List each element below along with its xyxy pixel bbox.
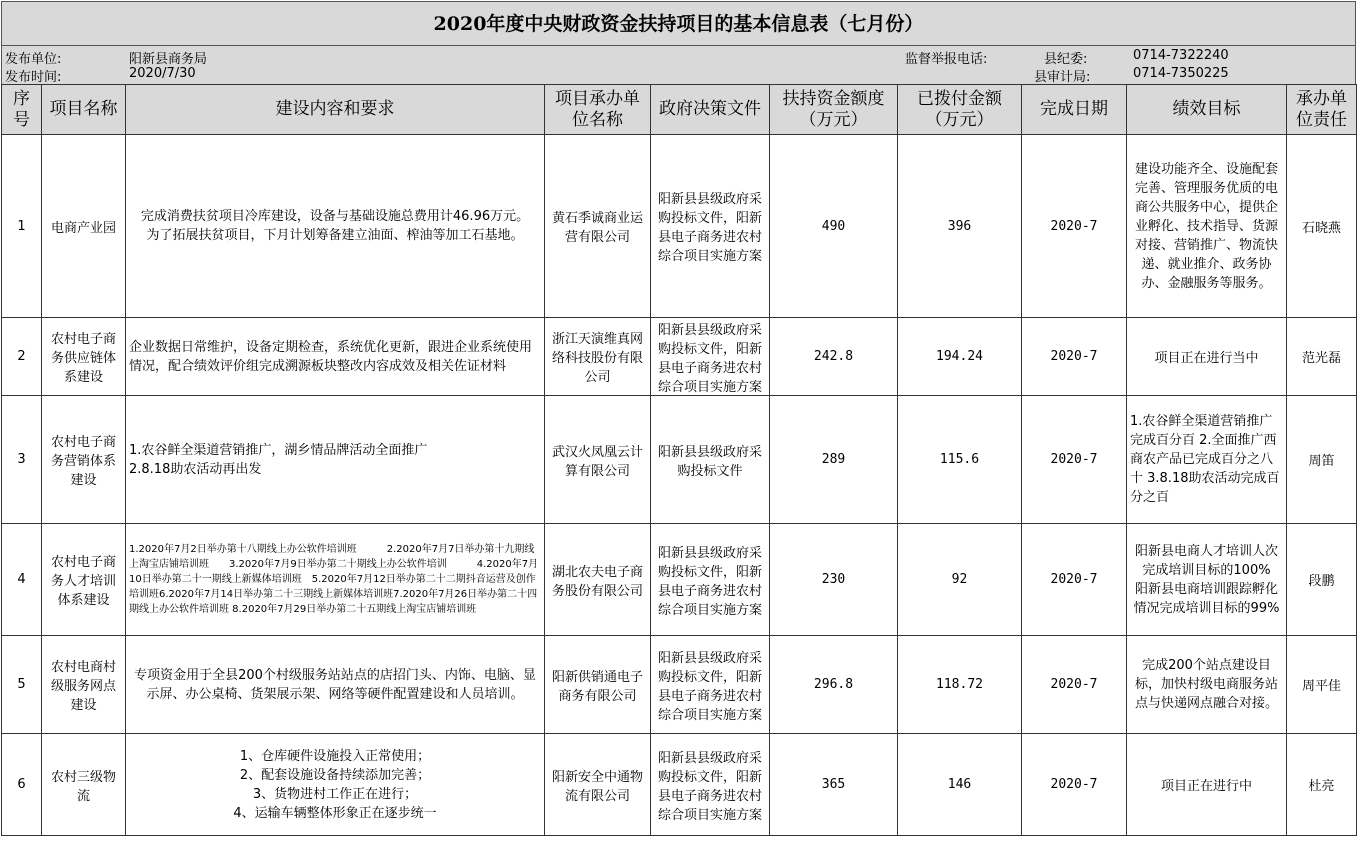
cell-date: 2020-7 xyxy=(1022,734,1127,836)
hotline-label: 监督举报电话: xyxy=(905,52,988,67)
publisher-label: 发布单位: xyxy=(5,52,62,67)
cell-goal: 完成200个站点建设目标，加快村级电商服务站点与快递网点融合对接。 xyxy=(1127,636,1287,734)
cell-paid: 194.24 xyxy=(898,318,1022,396)
cell-org: 浙江天演维真网络科技股份有限公司 xyxy=(545,318,651,396)
cell-person: 段鹏 xyxy=(1287,524,1357,636)
cell-fund: 490 xyxy=(770,135,898,318)
cell-fund: 242.8 xyxy=(770,318,898,396)
cell-org: 阳新安全中通物流有限公司 xyxy=(545,734,651,836)
cell-date: 2020-7 xyxy=(1022,318,1127,396)
cell-paid: 115.6 xyxy=(898,396,1022,524)
col-header-date: 完成日期 xyxy=(1022,85,1127,135)
table-row xyxy=(2,636,1357,734)
table-row xyxy=(2,734,1357,836)
cell-no: 2 xyxy=(2,318,42,396)
cell-fund: 230 xyxy=(770,524,898,636)
col-header-no: 序号 xyxy=(2,85,42,135)
col-header-fund: 扶持资金额度（万元） xyxy=(770,85,898,135)
cell-content: 1.2020年7月2日举办第十八期线上办公软件培训班 2.2020年7月7日举办第十九期线上淘宝店铺培训班 3.2020年7月9日举办第二十期线上办公软件培训 4.2020年7月10日举办第二十一期线上新媒体培训班 5.2020年7月12日举办第二十二期抖音运营及创作培训班6.2020年7月14日举办第二十三期线上新媒体培训班7.2020年7月26日举办第二十四期线上办公软件培训班 8.2020年7月29日举办第二十五期线上淘宝店铺培训班 xyxy=(126,524,545,636)
date-label: 发布时间: xyxy=(5,70,62,85)
cell-person: 杜亮 xyxy=(1287,734,1357,836)
cell-goal: 项目正在进行当中 xyxy=(1127,318,1287,396)
contact2-value: 0714-7350225 xyxy=(1133,66,1229,81)
header-row xyxy=(2,85,1357,135)
cell-paid: 92 xyxy=(898,524,1022,636)
table-row xyxy=(2,524,1357,636)
cell-goal: 项目正在进行中 xyxy=(1127,734,1287,836)
cell-person: 范光磊 xyxy=(1287,318,1357,396)
cell-doc: 阳新县县级政府采购投标文件，阳新县电子商务进农村综合项目实施方案 xyxy=(651,734,770,836)
cell-person: 石晓燕 xyxy=(1287,135,1357,318)
cell-doc: 阳新县县级政府采购投标文件 xyxy=(651,396,770,524)
col-header-paid: 已拨付金额（万元） xyxy=(898,85,1022,135)
cell-org: 湖北农夫电子商务股份有限公司 xyxy=(545,524,651,636)
cell-date: 2020-7 xyxy=(1022,636,1127,734)
cell-no: 1 xyxy=(2,135,42,318)
cell-name: 农村电子商务供应链体系建设 xyxy=(42,318,126,396)
cell-name: 电商产业园 xyxy=(42,135,126,318)
table-row xyxy=(2,135,1357,318)
cell-paid: 118.72 xyxy=(898,636,1022,734)
cell-no: 5 xyxy=(2,636,42,734)
cell-no: 4 xyxy=(2,524,42,636)
cell-fund: 365 xyxy=(770,734,898,836)
table-row xyxy=(2,396,1357,524)
cell-no: 3 xyxy=(2,396,42,524)
cell-content: 1、仓库硬件设施投入正常使用； 2、配套设施设备持续添加完善； 3、货物进村工作正在进行； 4、运输车辆整体形象正在逐步统一 xyxy=(126,734,545,836)
cell-fund: 289 xyxy=(770,396,898,524)
cell-person: 周平佳 xyxy=(1287,636,1357,734)
cell-name: 农村电子商务人才培训体系建设 xyxy=(42,524,126,636)
col-header-name: 项目名称 xyxy=(42,85,126,135)
spreadsheet xyxy=(1,1,1356,836)
contact1-value: 0714-7322240 xyxy=(1133,48,1229,63)
cell-org: 武汉火凤凰云计算有限公司 xyxy=(545,396,651,524)
col-header-org: 项目承办单位名称 xyxy=(545,85,651,135)
col-header-person: 承办单位责任 xyxy=(1287,85,1357,135)
project-table xyxy=(1,84,1357,836)
publisher-value: 阳新县商务局 xyxy=(129,52,208,67)
cell-content: 完成消费扶贫项目冷库建设，设备与基础设施总费用计46.96万元。 为了拓展扶贫项目，下月计划筹备建立油面、榨油等加工石基地。 xyxy=(126,135,545,318)
cell-fund: 296.8 xyxy=(770,636,898,734)
contact1-label: 县纪委: xyxy=(1044,52,1088,67)
cell-name: 农村电子商务营销体系建设 xyxy=(42,396,126,524)
cell-date: 2020-7 xyxy=(1022,135,1127,318)
cell-doc: 阳新县县级政府采购投标文件，阳新县电子商务进农村综合项目实施方案 xyxy=(651,524,770,636)
col-header-content: 建设内容和要求 xyxy=(126,85,545,135)
cell-paid: 146 xyxy=(898,734,1022,836)
cell-date: 2020-7 xyxy=(1022,524,1127,636)
cell-name: 农村三级物流 xyxy=(42,734,126,836)
cell-content: 1.农谷鲜全渠道营销推广，湖乡情品牌活动全面推广 2.8.18助农活动再出发 xyxy=(126,396,545,524)
cell-doc: 阳新县县级政府采购投标文件，阳新县电子商务进农村综合项目实施方案 xyxy=(651,318,770,396)
cell-org: 黄石季诚商业运营有限公司 xyxy=(545,135,651,318)
cell-goal: 建设功能齐全、设施配套完善、管理服务优质的电商公共服务中心，提供企业孵化、技术指导、货源对接、营销推广、物流快递、就业推介、政务协办、金融服务等服务。 xyxy=(1127,135,1287,318)
contact2-label: 县审计局: xyxy=(1034,70,1091,85)
cell-content: 企业数据日常维护，设备定期检查，系统优化更新，跟进企业系统使用情况，配合绩效评价组完成溯源板块整改内容成效及相关佐证材料 xyxy=(126,318,545,396)
cell-no: 6 xyxy=(2,734,42,836)
cell-person: 周笛 xyxy=(1287,396,1357,524)
date-value: 2020/7/30 xyxy=(129,66,196,81)
table-row xyxy=(2,318,1357,396)
cell-goal: 阳新县电商人才培训人次完成培训目标的100% 阳新县电商培训跟踪孵化情况完成培训目标的99% xyxy=(1127,524,1287,636)
cell-org: 阳新供销通电子商务有限公司 xyxy=(545,636,651,734)
cell-goal: 1.农谷鲜全渠道营销推广 完成百分百 2.全面推广西商农产品已完成百分之八十 3.8.18助农活动完成百分之百 xyxy=(1127,396,1287,524)
cell-paid: 396 xyxy=(898,135,1022,318)
meta-info xyxy=(1,46,1356,84)
table-title: 2020年度中央财政资金扶持项目的基本信息表（七月份） xyxy=(1,1,1356,46)
cell-date: 2020-7 xyxy=(1022,396,1127,524)
cell-name: 农村电商村级服务网点建设 xyxy=(42,636,126,734)
cell-doc: 阳新县县级政府采购投标文件，阳新县电子商务进农村综合项目实施方案 xyxy=(651,135,770,318)
cell-content: 专项资金用于全县200个村级服务站站点的店招门头、内饰、电脑、显示屏、办公桌椅、货架展示架、网络等硬件配置建设和人员培训。 xyxy=(126,636,545,734)
col-header-doc: 政府决策文件 xyxy=(651,85,770,135)
cell-doc: 阳新县县级政府采购投标文件，阳新县电子商务进农村综合项目实施方案 xyxy=(651,636,770,734)
col-header-goal: 绩效目标 xyxy=(1127,85,1287,135)
